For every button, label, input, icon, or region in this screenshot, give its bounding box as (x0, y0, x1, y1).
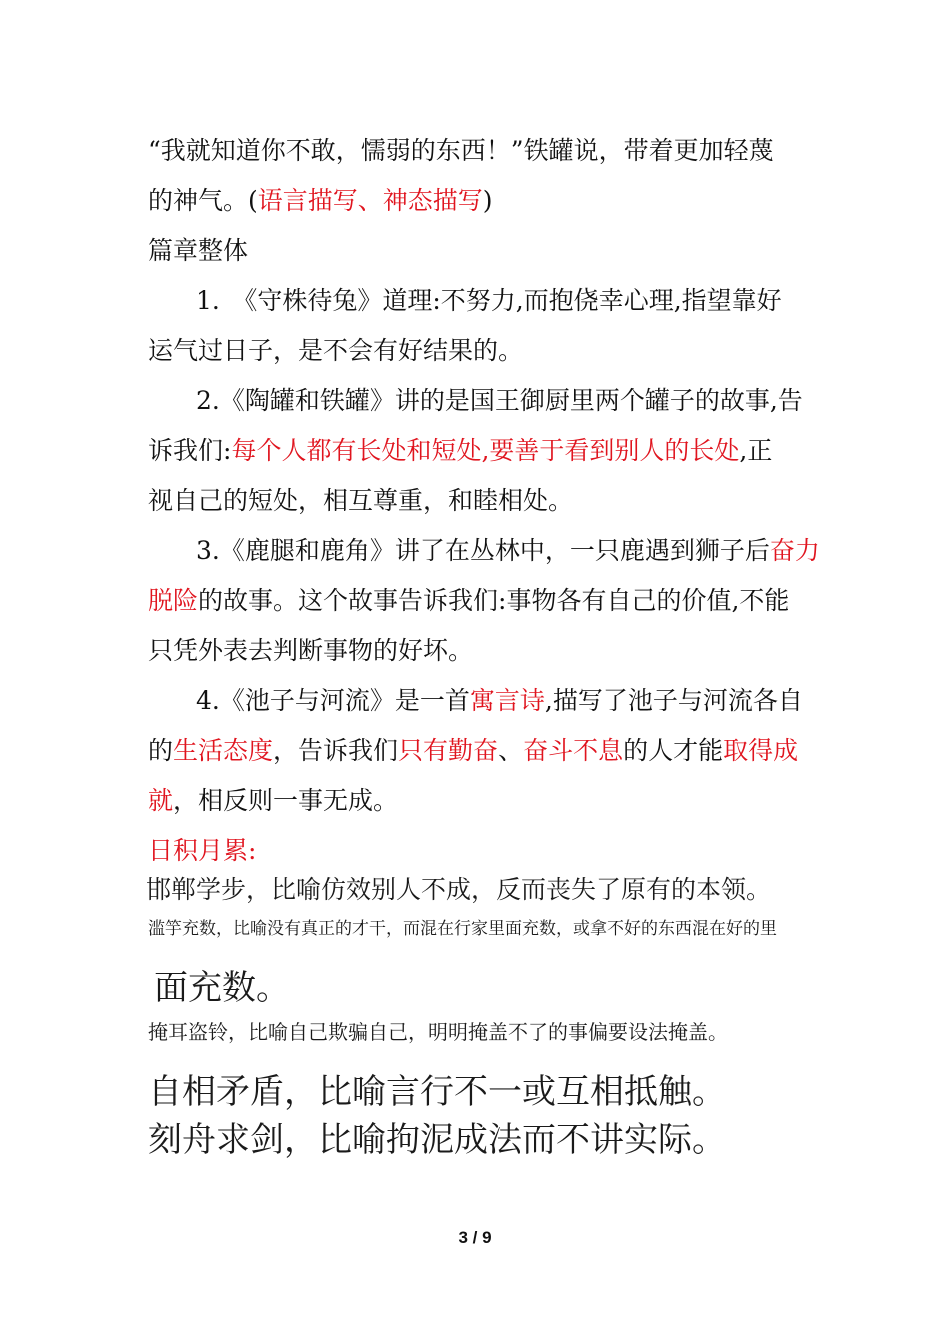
item-1-line-2: 运气过日子，是不会有好结果的。 (148, 336, 524, 365)
idiom-lanyu-line-1: 滥竽充数，比喻没有真正的才干，而混在行家里面充数，或拿不好的东西混在好的里 (148, 919, 777, 939)
item-3-line-1 (196, 534, 820, 568)
idiom-lanyu-line-2: 面充数。 (154, 968, 290, 1008)
item-2-line-3: 视自己的短处，相互尊重，和睦相处。 (148, 486, 574, 515)
item-2-highlight: 每个人都有长处和短处,要善于看到别人的长处 (231, 436, 740, 465)
item-4-line-1 (196, 684, 803, 718)
dialog-paren: ) (482, 186, 493, 215)
item-2-line-1: 2.《陶罐和铁罐》讲的是国王御厨里两个罐子的故事,告 (196, 386, 803, 415)
section-heading: 篇章整体 (148, 236, 249, 265)
idiom-kezhou: 刻舟求剑，比喻拘泥成法而不讲实际。 (148, 1120, 726, 1160)
item-4-text: 4.《池子与河流》是一首 (196, 686, 470, 715)
item-2-line-2 (148, 434, 772, 468)
item-4-highlight-3: 只有勤奋 (398, 736, 499, 765)
page-number: 3 / 9 (458, 1228, 492, 1247)
item-2-text-end: ,正 (739, 436, 773, 465)
item-3-highlight-cont: 脱险 (148, 586, 199, 615)
item-4-text-7: ，相反则一事无成。 (173, 786, 399, 815)
item-4-line-3 (148, 784, 398, 818)
item-4-highlight-2: 生活态度 (173, 736, 274, 765)
item-3-highlight: 奋力 (769, 536, 820, 565)
accumulate-heading: 日积月累: (148, 836, 257, 865)
item-3-line-2 (148, 584, 789, 618)
idiom-yaner: 掩耳盗铃，比喻自己欺骗自己，明明掩盖不了的事偏要设法掩盖。 (148, 1020, 728, 1044)
item-4-text-5: 、 (498, 736, 524, 765)
item-4-text-3: 的 (148, 736, 174, 765)
dialog-line-2 (148, 184, 493, 218)
dialog-text: 的神气。( (148, 186, 258, 215)
idiom-handan: 邯郸学步，比喻仿效别人不成，反而丧失了原有的本领。 (146, 875, 772, 904)
dialog-line-1: “我就知道你不敢，懦弱的东西！”铁罐说，带着更加轻蔑 (148, 136, 774, 165)
item-3-text-cont: 的故事。这个故事告诉我们:事物各有自己的价值,不能 (198, 586, 790, 615)
item-4-line-2 (148, 734, 798, 768)
item-4-highlight-5: 取得成 (723, 736, 799, 765)
item-3-line-3: 只凭外表去判断事物的好坏。 (148, 636, 474, 665)
item-3-text: 3.《鹿腿和鹿角》讲了在丛林中，一只鹿遇到狮子后 (196, 536, 770, 565)
item-4-highlight-1: 寓言诗 (469, 686, 545, 715)
dialog-annotation: 语言描写、神态描写 (257, 186, 483, 215)
item-1-line-1: 1. 《守株待兔》道理:不努力,而抱侥幸心理,指望靠好 (196, 286, 782, 315)
idiom-zixiang: 自相矛盾，比喻言行不一或互相抵触。 (148, 1072, 726, 1112)
item-4-highlight-4: 奋斗不息 (523, 736, 624, 765)
item-2-text: 诉我们: (148, 436, 232, 465)
item-4-highlight-6: 就 (148, 786, 174, 815)
item-4-text-4: ，告诉我们 (273, 736, 399, 765)
item-4-text-2: ,描写了池子与河流各自 (544, 686, 803, 715)
item-4-text-6: 的人才能 (623, 736, 724, 765)
